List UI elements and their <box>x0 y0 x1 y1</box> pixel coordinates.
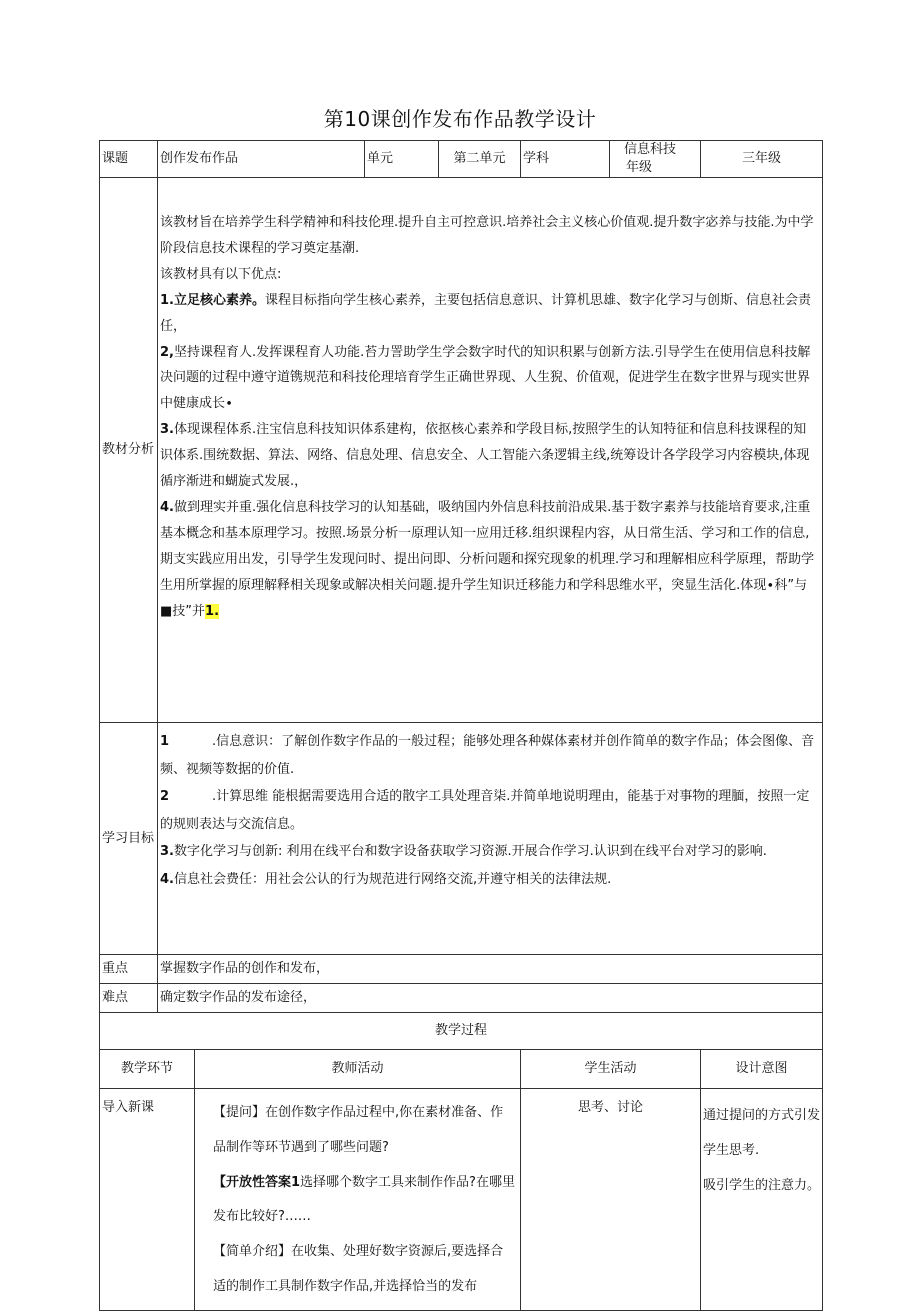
unit-label: 单元 <box>365 141 439 178</box>
phase-cell: 导入新课 <box>100 1089 195 1311</box>
goals-label: 学习目标 <box>100 723 158 955</box>
subject-grade-cell <box>610 141 701 178</box>
goals-row <box>100 723 823 955</box>
difficult-point-label: 难点 <box>100 984 158 1013</box>
teacher-answer: 【开放性答案1选择哪个数字工具来制作作品?在哪里发布比较好?…… <box>213 1174 515 1225</box>
analysis-item: 2,坚持课程育人.发挥课程育人功能.苔力詈助学生学会数字时代的知识积累与创新方法.引导学生在使用信息科技解决问题的过程中遵守道镌规范和科技伦理培育学生正确世界现、人生猊、价值观，促进学生在数字世界与现实世界中健康成长∙ <box>160 344 811 412</box>
lesson-plan-table <box>99 140 823 1311</box>
analysis-item: 3.体现课程体系.注宝信息科技知识体系建构，依抠核心素养和学段目标,按照学生的认知特征和信息科技课程的知识体系.围统数据、算法、网络、信息处理、信息安全、人工智能六条逻辑主线,统筹设计各学段学习内容模块,体现循序渐进和蝴旋式发展.， <box>160 422 810 490</box>
teacher-question: 【提问】在创作数字作品过程中,你在素材准备、作品制作等环节遇到了哪些问题? <box>213 1105 504 1155</box>
intent-line: 吸引学生的注意力。 <box>703 1177 821 1193</box>
key-point-value: 掌握数字作品的创作和发布， <box>158 955 823 984</box>
analysis-item: 1.立足核心素养。课程目标指向学生核心素养，主要包括信息意识、计算机思雄、数字化学习与创斯、信息社会责任， <box>160 292 812 334</box>
goal-item: 3.数字化学习与创新: 利用在线平台和数字设备获取学习资源.开展合作学习.认识到在线平台对学习的影响. <box>160 844 767 859</box>
goal-item: 1 .信息意识：了解创作数字作品的一般过程；能够处理各种媒体素材并创作简单的数字作品；体会图像、音频、视频等数据的价值. <box>160 734 815 777</box>
highlight-mark: 1. <box>205 603 220 619</box>
process-columns-row <box>100 1050 823 1089</box>
difficult-point-value: 确定数字作品的发布途径， <box>158 984 823 1013</box>
process-row <box>100 1089 823 1311</box>
analysis-row <box>100 178 823 723</box>
analysis-intro: 该教材旨在培养学生科学精神和科技伦理.提升自主可控意识.培养社会主义核心价值观.提升数字宓养与技能.为中学阶段信息技术课程的学习奠定基潮. <box>160 215 814 256</box>
course-value: 创作发布作品 <box>158 141 365 178</box>
goals-content <box>158 723 823 955</box>
unit-value: 第二单元 <box>439 141 521 178</box>
column-header-student: 学生活动 <box>521 1050 701 1089</box>
key-point-row <box>100 955 823 984</box>
analysis-item: 4.做到理实并重.强化信息科技学习的认知基础，吸纳国内外信息科技前沿成果.基于数字素养与技能培育要求,注重基本概念和基本原理学习。按照.场景分析一原理认知一应用迁移.组织课程内容，从日常生活、学习和工作的信息,期支实践应用出发，引导学生发现问时、提出问即、分析问题和探究现象的机理.学习和理解相应科学原理，帮助学生用所掌握的原理解释相关现象或解决相关问题.提升学生知识迁移能力和学科思维水平，突显生活化.体现∙科”与■技”并1. <box>160 499 815 619</box>
goal-item: 4.信息社会费任：用社会公认的行为规范进行网络交流,并遵守相关的法律法规. <box>160 871 612 887</box>
design-intent-cell <box>701 1089 823 1311</box>
goal-item: 2 .计算思维 能根据需要选用合适的散字工具处理音柒.并简单地说明理由，能基于对事物的理腼，按照一定的规则表达与交流信息。 <box>160 789 810 832</box>
analysis-advantages-heading: 该教材具有以下优点: <box>160 266 282 282</box>
subject-value: 信息科技 <box>624 142 677 157</box>
student-activity-cell: 思考、讨论 <box>521 1089 701 1311</box>
teacher-intro: 【简单介绍】在收集、处理好数字资源后,要选择合适的制作工具制作数字作品,并选择恰当的发布 <box>213 1244 504 1294</box>
analysis-content <box>158 178 823 723</box>
analysis-label: 教材分析 <box>100 178 158 723</box>
meta-row <box>100 141 823 178</box>
column-header-teacher: 教师活动 <box>195 1050 521 1089</box>
key-point-label: 重点 <box>100 955 158 984</box>
grade-label: 年级 <box>626 160 653 175</box>
course-label: 课题 <box>100 141 158 178</box>
page-title: 第10课创作发布作品教学设计 <box>323 107 597 131</box>
column-header-phase: 教学环节 <box>100 1050 195 1089</box>
grade-value: 三年级 <box>701 141 823 178</box>
process-heading: 教学过程 <box>100 1013 823 1050</box>
difficult-point-row <box>100 984 823 1013</box>
process-heading-row <box>100 1013 823 1050</box>
intent-line: 通过提问的方式引发学生思考. <box>703 1108 821 1158</box>
subject-label: 学科 <box>521 141 610 178</box>
column-header-intent: 设计意图 <box>701 1050 823 1089</box>
teacher-activity-cell <box>195 1089 521 1311</box>
